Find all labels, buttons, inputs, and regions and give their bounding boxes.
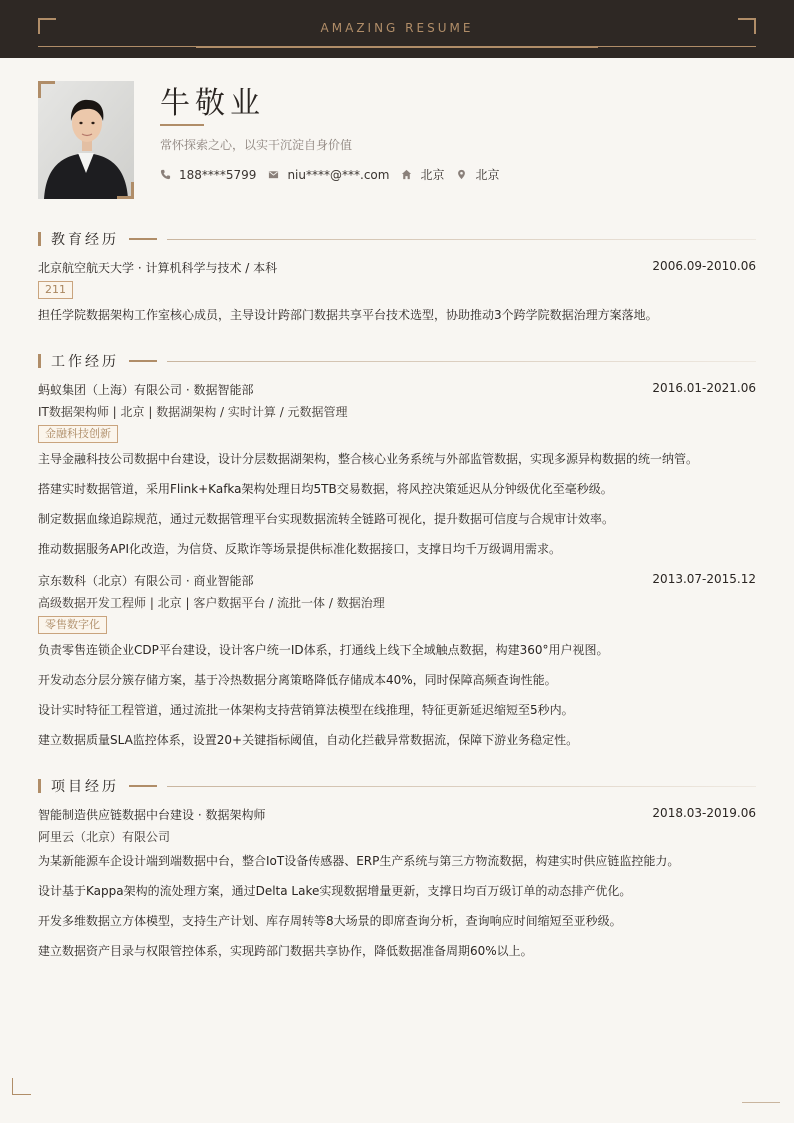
education-description: 担任学院数据架构工作室核心成员，主导设计跨部门数据共享平台技术选型，协助推动3个跨学院数据治理方案落地。 xyxy=(38,308,658,322)
contact-home xyxy=(401,166,444,183)
section-rule xyxy=(167,786,756,787)
personal-motto: 常怀探索之心，以实干沉淀自身价值 xyxy=(160,138,353,152)
section-dash xyxy=(129,238,157,240)
job-date: 2013.07-2015.12 xyxy=(652,572,756,586)
project-bullet: 为某新能源车企设计端到端数据中台，整合IoT设备传感器、ERP生产系统与第三方物流数据，构建实时供应链监控能力。 xyxy=(38,854,680,868)
job-date: 2016.01-2021.06 xyxy=(652,381,756,395)
job-bullet: 推动数据服务API化改造，为信贷、反欺诈等场景提供标准化数据接口，支撑日均千万级调用需求。 xyxy=(38,542,561,556)
job-tag: 金融科技创新 xyxy=(38,425,118,443)
project-name: 智能制造供应链数据中台建设 · 数据架构师 xyxy=(38,808,266,822)
job-company: 蚂蚁集团（上海）有限公司 · 数据智能部 xyxy=(38,383,254,397)
section-marker xyxy=(38,232,41,246)
location-pin-icon xyxy=(456,169,467,180)
job-bullet: 搭建实时数据管道，采用Flink+Kafka架构处理日均5TB交易数据，将风控决策延迟从分钟级优化至毫秒级。 xyxy=(38,482,613,496)
job-role: 高级数据开发工程师 | 北京 | 客户数据平台 / 流批一体 / 数据治理 xyxy=(38,596,385,610)
profile-photo xyxy=(38,81,134,199)
section-rule xyxy=(167,239,756,240)
project-date: 2018.03-2019.06 xyxy=(652,806,756,820)
section-title-projects: 项目经历 xyxy=(51,779,119,795)
job-bullet: 制定数据血缘追踪规范，通过元数据管理平台实现数据流转全链路可视化，提升数据可信度与合规审计效率。 xyxy=(38,512,615,526)
section-dash xyxy=(129,360,157,362)
project-entry xyxy=(38,806,756,823)
corner-ornament-bottom-right xyxy=(742,1102,780,1103)
job-bullet: 开发动态分层分簇存储方案，基于冷热数据分离策略降低存储成本40%，同时保障高频查询性能。 xyxy=(38,673,557,687)
job-company: 京东数科（北京）有限公司 · 商业智能部 xyxy=(38,574,254,588)
section-title-work: 工作经历 xyxy=(51,354,119,370)
section-marker xyxy=(38,779,41,793)
job-bullet: 设计实时特征工程管道，通过流批一体架构支持营销算法模型在线推理，特征更新延迟缩短至5秒内。 xyxy=(38,703,574,717)
section-dash xyxy=(129,785,157,787)
project-bullet: 设计基于Kappa架构的流处理方案，通过Delta Lake实现数据增量更新，支撑日均百万级订单的动态排产优化。 xyxy=(38,884,632,898)
header-divider-accent xyxy=(196,46,598,48)
education-school: 北京航空航天大学 · 计算机科学与技术 / 本科 xyxy=(38,261,278,275)
contact-location xyxy=(456,166,499,183)
job-bullet: 建立数据质量SLA监控体系，设置20+关键指标阈值，自动化拦截异常数据流，保障下游业务稳定性。 xyxy=(38,733,579,747)
photo-bracket-icon xyxy=(38,81,55,98)
job-entry xyxy=(38,572,756,589)
project-bullet: 建立数据资产目录与权限管控体系，实现跨部门数据共享协作，降低数据准备周期60%以上。 xyxy=(38,944,533,958)
contact-home-text: 北京 xyxy=(420,168,445,182)
section-education xyxy=(38,230,756,248)
job-bullet: 负责零售连锁企业CDP平台建设，设计客户统一ID体系，打通线上线下全域触点数据，构建360°用户视图。 xyxy=(38,643,609,657)
mail-icon xyxy=(268,169,279,180)
section-rule xyxy=(167,361,756,362)
contact-email-text: niu****@***.com xyxy=(287,167,390,182)
job-role: IT数据架构师 | 北京 | 数据湖架构 / 实时计算 / 元数据管理 xyxy=(38,405,348,419)
contact-location-text: 北京 xyxy=(475,168,500,182)
education-entry xyxy=(38,259,756,276)
job-entry xyxy=(38,381,756,398)
project-org: 阿里云（北京）有限公司 xyxy=(38,830,171,844)
home-icon xyxy=(401,169,412,180)
photo-bracket-icon xyxy=(117,182,134,199)
job-bullet: 主导金融科技公司数据中台建设，设计分层数据湖架构，整合核心业务系统与外部监管数据，实现多源异构数据的统一纳管。 xyxy=(38,452,699,466)
section-title-education: 教育经历 xyxy=(51,232,119,248)
education-tag: 211 xyxy=(38,281,73,299)
phone-icon xyxy=(160,169,171,180)
contact-phone-text: 188****5799 xyxy=(179,167,257,182)
header-bar xyxy=(0,0,794,58)
section-work xyxy=(38,352,756,370)
person-name: 牛敬业 xyxy=(160,86,265,121)
contact-email[interactable] xyxy=(268,168,389,182)
contact-list xyxy=(160,166,511,183)
name-underline xyxy=(160,124,204,126)
project-bullet: 开发多维数据立方体模型，支持生产计划、库存周转等8大场景的即席查询分析，查询响应时间缩短至亚秒级。 xyxy=(38,914,622,928)
header-title: AMAZING RESUME xyxy=(320,21,474,35)
section-projects xyxy=(38,777,756,795)
corner-ornament-bottom-left xyxy=(12,1078,31,1095)
education-date: 2006.09-2010.06 xyxy=(652,259,756,273)
section-marker xyxy=(38,354,41,368)
contact-phone[interactable] xyxy=(160,168,256,182)
job-tag: 零售数字化 xyxy=(38,616,107,634)
